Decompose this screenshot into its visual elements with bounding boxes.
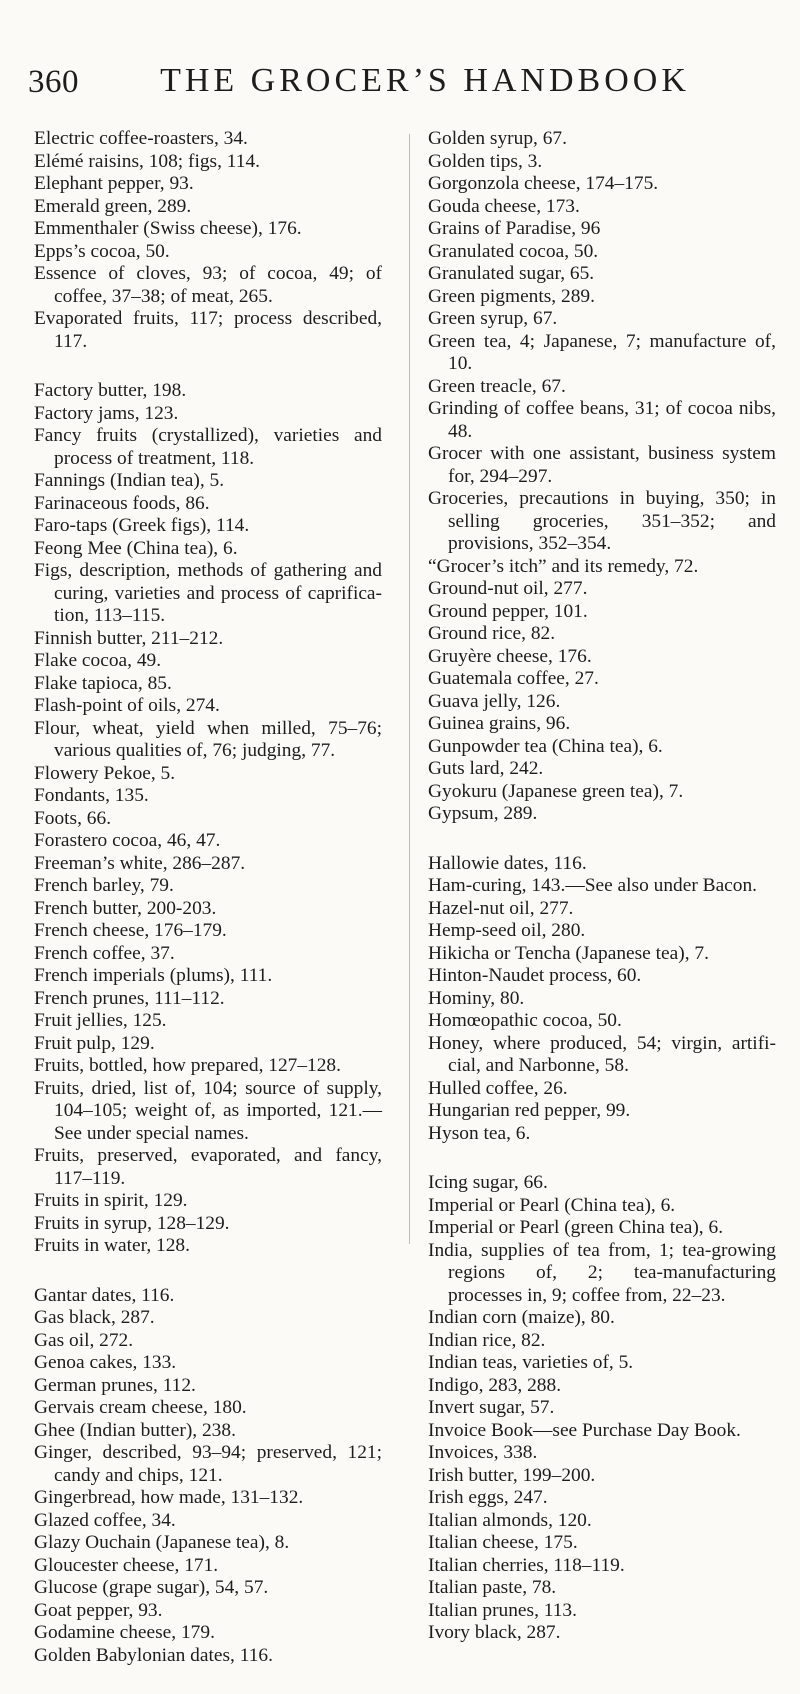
index-entry: Gantar dates, 116. [34, 1284, 175, 1306]
index-entry: Emmenthaler (Swiss cheese), 176. [34, 218, 302, 239]
index-entry: French prunes, 111–112. [34, 987, 225, 1009]
index-entry: Essence of cloves, 93; of cocoa, 49; of coffee, 37–38; of meat, 265. [34, 263, 382, 307]
index-entry: Icing sugar, 66. [428, 1172, 548, 1193]
index-column-right [428, 128, 776, 1672]
index-entry: Flake tapioca, 85. [34, 672, 172, 694]
index-entry: Gervais cream cheese, 180. [34, 1397, 247, 1418]
index-entry: Ivory black, 287. [428, 1622, 561, 1643]
index-entry: Figs, description, methods of gathering and curing, varieties and process of caprifica-tion, 113–115. [34, 560, 382, 626]
index-entry: Irish butter, 199–200. [428, 1464, 596, 1486]
index-entry: Green pigments, 289. [428, 285, 595, 307]
index-entry: French cheese, 176–179. [34, 920, 227, 941]
index-entry: Hazel-nut oil, 277. [428, 897, 574, 919]
index-entry: Elémé raisins, 108; figs, 114. [34, 150, 261, 172]
index-entry: French coffee, 37. [34, 942, 175, 964]
index-entry: “Grocer’s itch” and its remedy, 72. [428, 555, 699, 577]
index-entry: Ham-curing, 143.—See also under Bacon. [428, 875, 758, 896]
index-entry: Golden tips, 3. [428, 150, 543, 172]
index-entry: Indian corn (maize), 80. [428, 1307, 615, 1328]
index-entry: Irish eggs, 247. [428, 1487, 548, 1508]
index-entry: Freeman’s white, 286–287. [34, 852, 246, 874]
index-entry: Flowery Pekoe, 5. [34, 762, 176, 784]
index-entry: Invoices, 338. [428, 1442, 538, 1463]
index-entry: German prunes, 112. [34, 1374, 196, 1396]
index-letter-group [428, 1172, 776, 1645]
index-entry: Finnish butter, 211–212. [34, 627, 224, 649]
index-entry: Italian almonds, 120. [428, 1509, 592, 1531]
column-divider [409, 134, 410, 1244]
index-entry: Guinea grains, 96. [428, 713, 571, 734]
index-entry: Faro-taps (Greek figs), 114. [34, 515, 250, 536]
index-entry: French butter, 200-203. [34, 897, 217, 919]
index-entry: Italian prunes, 113. [428, 1599, 577, 1621]
index-entry: Epps’s cocoa, 50. [34, 240, 170, 262]
index-entry: Invoice Book—see Purchase Day Book. [428, 1419, 741, 1441]
index-entry: Hikicha or Tencha (Japanese tea), 7. [428, 942, 709, 964]
index-entry: Gingerbread, how made, 131–132. [34, 1487, 304, 1508]
index-entry: Granulated cocoa, 50. [428, 240, 599, 262]
index-entry: Emerald green, 289. [34, 195, 192, 217]
index-entry: Green syrup, 67. [428, 308, 558, 329]
index-entry: Flake cocoa, 49. [34, 650, 162, 671]
index-entry: Foots, 66. [34, 807, 112, 829]
index-entry: Homœopathic cocoa, 50. [428, 1010, 622, 1031]
index-entry: Indigo, 283, 288. [428, 1374, 562, 1396]
index-entry: Genoa cakes, 133. [34, 1352, 177, 1373]
index-entry: Gypsum, 289. [428, 803, 538, 824]
index-entry: Hallowie dates, 116. [428, 852, 587, 874]
index-entry: Ghee (Indian butter), 238. [34, 1419, 236, 1441]
index-letter-group [428, 128, 776, 826]
index-entry: Fruits, bottled, how prepared, 127–128. [34, 1055, 341, 1076]
index-entry: Fancy fruits (crystallized), varieties and process of treatment, 118. [34, 425, 382, 469]
index-entry: Electric coffee-roasters, 34. [34, 128, 248, 149]
index-entry: Godamine cheese, 179. [34, 1622, 215, 1643]
index-entry: French barley, 79. [34, 875, 174, 896]
index-entry: India, supplies of tea from, 1; tea-growing regions of, 2; tea-manufacturing processes in, 9; coffee from, 22–23. [428, 1239, 776, 1306]
index-entry: Gunpowder tea (China tea), 6. [428, 735, 663, 757]
index-entry: Fondants, 135. [34, 785, 149, 806]
index-entry: Factory butter, 198. [34, 380, 187, 401]
index-entry: Indian rice, 82. [428, 1329, 546, 1351]
index-entry: Flash-point of oils, 274. [34, 695, 220, 716]
index-entry: Honey, where produced, 54; virgin, artifi-cial, and Narbonne, 58. [428, 1032, 776, 1076]
index-entry: Invert sugar, 57. [428, 1397, 555, 1418]
index-entry: Glucose (grape sugar), 54, 57. [34, 1577, 269, 1598]
index-letter-group [34, 380, 382, 1258]
index-entry: Gorgonzola cheese, 174–175. [428, 173, 659, 194]
index-entry: Golden Babylonian dates, 116. [34, 1644, 273, 1666]
index-entry: Hominy, 80. [428, 987, 525, 1009]
index-entry: Hemp-seed oil, 280. [428, 920, 586, 941]
index-entry: Farinaceous foods, 86. [34, 492, 210, 514]
running-title: THE GROCER’S HANDBOOK [160, 62, 690, 99]
index-entry: Fruits in water, 128. [34, 1235, 190, 1256]
index-entry: Granulated sugar, 65. [428, 263, 595, 284]
page-number: 360 [28, 64, 79, 100]
index-column-left [34, 128, 382, 1694]
index-entry: Gloucester cheese, 171. [34, 1554, 219, 1576]
index-entry: Gas oil, 272. [34, 1329, 134, 1351]
index-entry: Fruits in syrup, 128–129. [34, 1212, 230, 1234]
index-entry: Gyokuru (Japanese green tea), 7. [428, 780, 684, 802]
index-entry: Italian paste, 78. [428, 1577, 557, 1598]
page-header [20, 64, 780, 104]
index-entry: Gas black, 287. [34, 1307, 155, 1328]
index-entry: Grains of Paradise, 96 [428, 218, 601, 239]
index-entry: Gouda cheese, 173. [428, 195, 580, 217]
index-entry: Italian cheese, 175. [428, 1532, 578, 1553]
index-entry: Flour, wheat, yield when milled, 75–76; various qualities of, 76; judging, 77. [34, 717, 382, 761]
index-entry: Hungarian red pepper, 99. [428, 1100, 631, 1121]
index-entry: Glazy Ouchain (Japanese tea), 8. [34, 1532, 290, 1553]
index-entry: Hulled coffee, 26. [428, 1077, 568, 1099]
index-entry: Ground pepper, 101. [428, 600, 588, 622]
index-entry: Glazed coffee, 34. [34, 1509, 176, 1531]
index-entry: Fruits, dried, list of, 104; source of supply, 104–105; weight of, as imported, 121.—See under special names. [34, 1077, 382, 1144]
index-entry: Factory jams, 123. [34, 402, 179, 424]
index-entry: Guava jelly, 126. [428, 690, 561, 712]
index-entry: Ground-nut oil, 277. [428, 578, 588, 599]
index-entry: Goat pepper, 93. [34, 1599, 163, 1621]
index-entry: Ground rice, 82. [428, 623, 556, 644]
index-entry: Forastero cocoa, 46, 47. [34, 830, 221, 851]
index-entry: Grocer with one assistant, business system for, 294–297. [428, 443, 776, 487]
index-entry: Elephant pepper, 93. [34, 173, 194, 194]
index-letter-group [34, 1285, 382, 1668]
index-entry: French imperials (plums), 111. [34, 965, 273, 986]
index-entry: Groceries, precautions in buying, 350; in selling groceries, 351–352; and provisions, 352–354. [428, 488, 776, 554]
index-entry: Gruyère cheese, 176. [428, 645, 592, 667]
index-entry: Hinton-Naudet process, 60. [428, 965, 642, 986]
index-letter-group [428, 853, 776, 1146]
index-entry: Guatemala coffee, 27. [428, 668, 599, 689]
index-entry: Green treacle, 67. [428, 375, 566, 397]
index-entry: Fruits in spirit, 129. [34, 1190, 188, 1211]
index-entry: Feong Mee (China tea), 6. [34, 537, 238, 559]
index-entry: Hyson tea, 6. [428, 1122, 531, 1144]
index-entry: Fannings (Indian tea), 5. [34, 470, 225, 491]
index-entry: Ginger, described, 93–94; preserved, 121; candy and chips, 121. [34, 1442, 382, 1486]
index-entry: Evaporated fruits, 117; process described, 117. [34, 308, 382, 352]
index-entry: Grinding of coffee beans, 31; of cocoa nibs, 48. [428, 398, 776, 442]
index-entry: Guts lard, 242. [428, 758, 544, 779]
index-entry: Fruit pulp, 129. [34, 1032, 155, 1054]
index-entry: Imperial or Pearl (China tea), 6. [428, 1194, 676, 1216]
index-letter-group [34, 128, 382, 353]
index-entry: Golden syrup, 67. [428, 128, 567, 149]
index-entry: Fruits, preserved, evaporated, and fancy, 117–119. [34, 1145, 382, 1189]
index-entry: Italian cherries, 118–119. [428, 1554, 625, 1576]
index-entry: Indian teas, varieties of, 5. [428, 1352, 634, 1373]
index-entry: Green tea, 4; Japanese, 7; manufacture of, 10. [428, 330, 776, 374]
index-entry: Fruit jellies, 125. [34, 1010, 167, 1031]
index-entry: Imperial or Pearl (green China tea), 6. [428, 1217, 724, 1238]
